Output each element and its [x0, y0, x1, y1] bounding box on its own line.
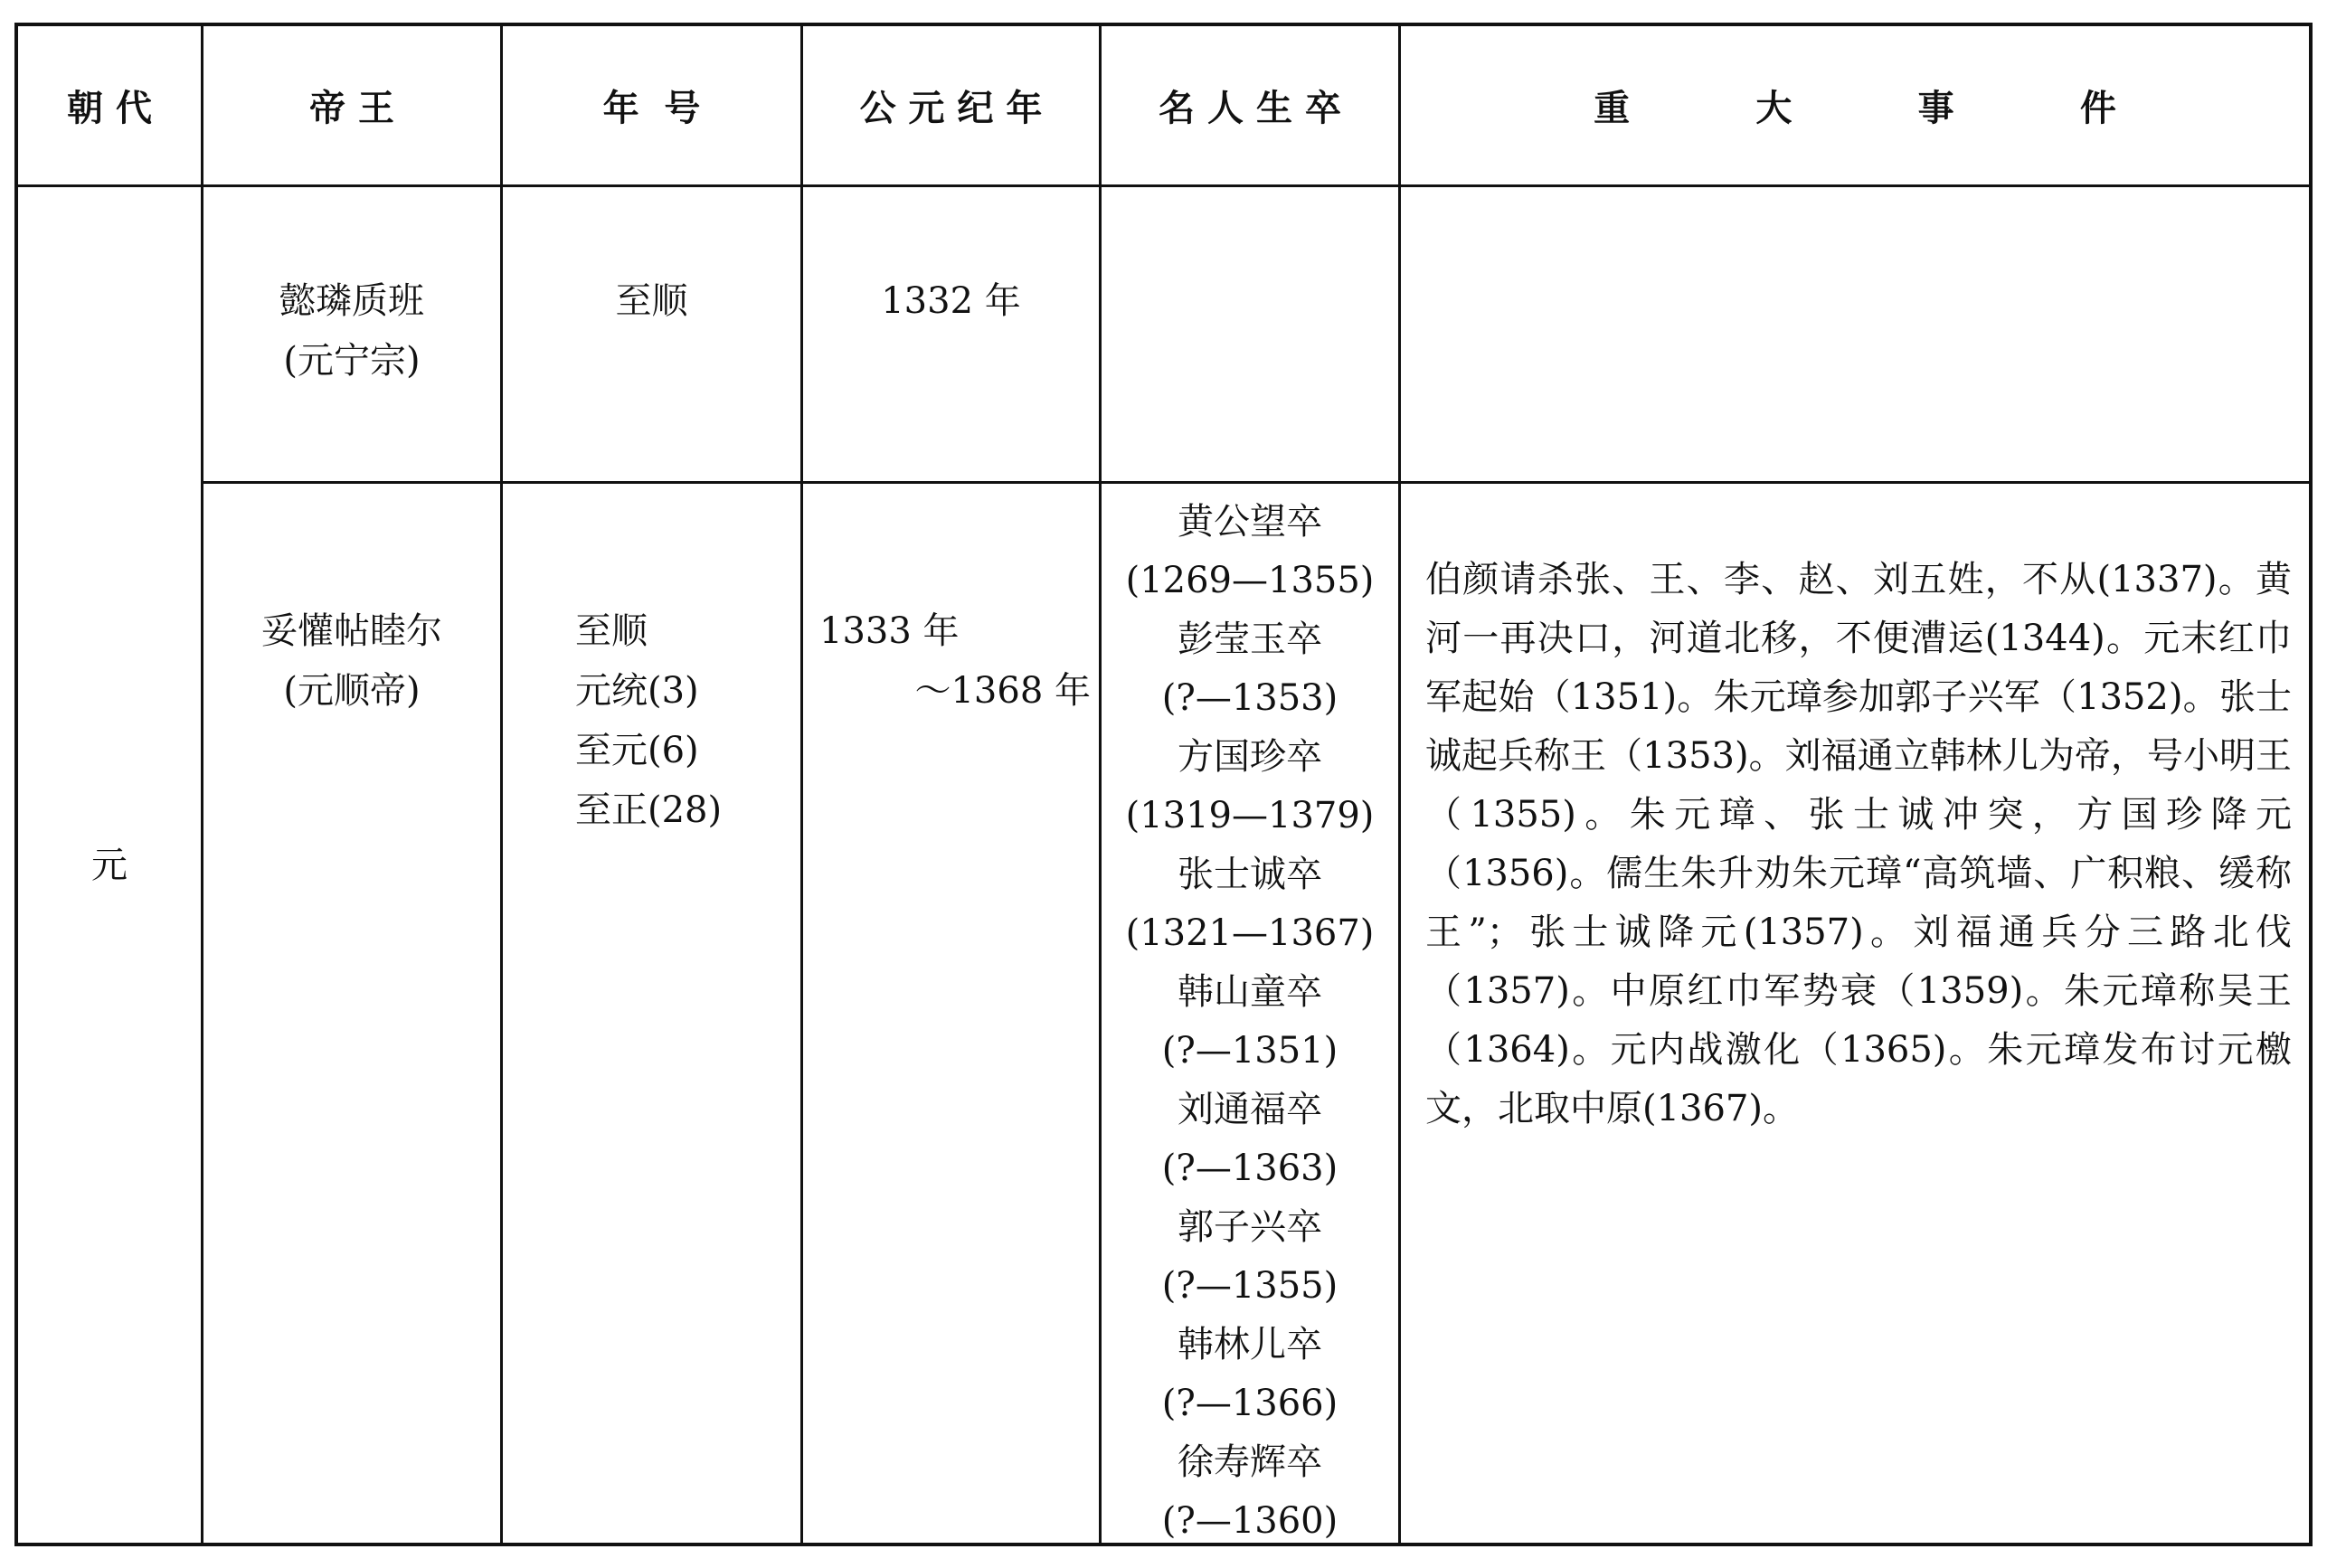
notables-list	[1102, 493, 1398, 1551]
row-divider	[201, 481, 2313, 484]
header-emperor: 帝 王	[309, 87, 394, 129]
list-item: 黄公望卒	[1178, 501, 1322, 543]
year-end: ～1368 年	[914, 670, 1091, 712]
list-item: 郭子兴卒	[1178, 1206, 1322, 1248]
list-item: (1269—1355)	[1125, 560, 1375, 601]
list-item: (?—1353)	[1161, 677, 1338, 719]
list-item: (?—1366)	[1161, 1383, 1338, 1424]
era-list	[503, 271, 800, 331]
list-item: 张士诚卒	[1178, 854, 1322, 895]
header-ad-year: 公 元 纪 年	[859, 87, 1043, 129]
chronology-table	[14, 23, 2313, 1546]
column-divider	[201, 23, 203, 1546]
events-text: 伯颜请杀张、王、李、赵、刘五姓，不从(1337)。黄河一再决口，河道北移，不便漕运(1344)。元末红巾军起始（1351)。朱元璋参加郭子兴军（1352)。张士诚起兵称王（1353)。刘福通立韩林儿为帝，号小明王（1355)。朱元璋、张士诚冲突，方国珍降元（1356)。儒生朱升劝朱元璋“高筑墙、广积粮、缓称王”；张士诚降元(1357)。刘福通兵分三路北伐（1357)。中原红巾军势衰（1359)。朱元璋称吴王（1364)。元内战激化（1365)。朱元璋发布讨元檄文，北取中原(1367)。	[1425, 559, 2292, 1129]
list-item: 韩林儿卒	[1178, 1324, 1322, 1365]
header-events: 重 大 事 件	[1594, 87, 2116, 129]
era-name: 至顺	[575, 610, 648, 652]
list-item: 徐寿辉卒	[1178, 1441, 1322, 1483]
list-item: (1319—1379)	[1125, 795, 1375, 836]
list-item: (?—1355)	[1161, 1265, 1338, 1307]
year-start: 1333 年	[819, 610, 960, 652]
list-item: (?—1363)	[1161, 1148, 1338, 1189]
column-divider	[800, 23, 803, 1546]
year-start: 1332 年	[881, 280, 1021, 322]
era-name: 至元(6)	[575, 730, 699, 771]
column-divider	[1398, 23, 1401, 1546]
header-dynasty: 朝 代	[67, 87, 152, 129]
emperor-title: (元宁宗)	[283, 340, 421, 382]
header-era-name: 年 号	[602, 87, 701, 129]
column-divider	[500, 23, 503, 1546]
era-name: 元统(3)	[575, 670, 699, 712]
table-row	[203, 271, 500, 391]
year-range	[819, 601, 1091, 721]
year-range	[803, 271, 1099, 331]
list-item: 方国珍卒	[1178, 736, 1322, 778]
emperor-name: 妥懽帖睦尔	[261, 610, 442, 652]
list-item: (?—1351)	[1161, 1030, 1338, 1072]
list-item: (?—1360)	[1161, 1500, 1338, 1542]
header-notables: 名 人 生 卒	[1159, 87, 1341, 129]
dynasty-name: 元	[91, 844, 128, 886]
list-item: (1321—1367)	[1125, 912, 1375, 954]
header-divider	[14, 184, 2313, 187]
era-name: 至正(28)	[575, 789, 723, 831]
dynasty-cell	[18, 187, 201, 1543]
list-item: 彭莹玉卒	[1178, 619, 1322, 660]
era-name: 至顺	[615, 280, 688, 322]
list-item: 韩山童卒	[1178, 971, 1322, 1013]
emperor-title: (元顺帝)	[283, 670, 421, 712]
list-item: 刘通福卒	[1178, 1089, 1322, 1130]
era-list	[575, 601, 792, 840]
table-row	[203, 601, 500, 721]
emperor-name: 懿璘质班	[279, 280, 424, 322]
table-right-border	[2309, 23, 2313, 1546]
